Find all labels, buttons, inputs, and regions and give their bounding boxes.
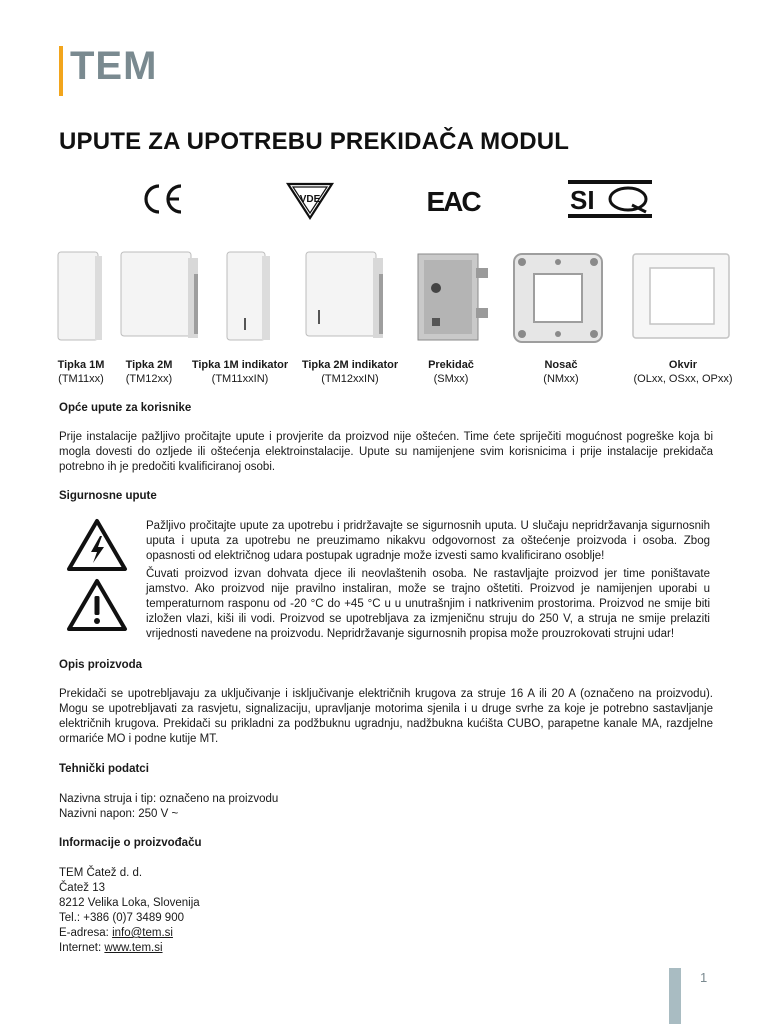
svg-text:EAC: EAC: [426, 186, 480, 217]
product-name: Tipka 1M: [57, 359, 105, 371]
product-code: (SMxx): [433, 373, 469, 385]
okvir-image: [630, 248, 735, 348]
siq-mark-icon: [568, 178, 652, 220]
electric-shock-warning-icon: [66, 518, 128, 572]
product-caption-tipka-2m-indikator: [295, 358, 405, 386]
rated-voltage-line: Nazivni napon: 250 V ~: [59, 808, 179, 820]
section-heading-technical: Tehnički podatci: [59, 763, 149, 775]
prekidac-image: [410, 248, 495, 348]
product-code: (TM11xxIN): [211, 373, 269, 385]
safety-instructions-text-2: Čuvati proizvod izvan dohvata djece ili neovlaštenih osoba. Ne rastavljajte proizvod jer time poništavate jamstvo. Ako proizvod nije pravilno instaliran, može se trajno oštetiti. Proizvod je namijenjen uporabi u temperaturnom rasponu od -20 °C do +45 °C u u unutrašnjim i natkrivenim prostorima. Proizvod ne smije biti izložen vlazi, kiši ili vodi. Proizvod se upotrebljava za izmjeničnu struju do 250 V, a struja ne smije prelaziti vrijednosti navedene na proizvodu. Nepridržavanje sigurnosnih propisa može prouzrokovati strujni udar!: [146, 568, 710, 640]
page-title: UPUTE ZA UPOTREBU PREKIDAČA MODUL: [59, 128, 570, 155]
general-instructions-text: Prije instalacije pažljivo pročitajte upute i provjerite da proizvod nije oštećen. Time ćete spriječiti mogućnost pogreške koja bi mogla dovesti do ozljede ili oštećenja elektroinstalacije. Upute su namijenjene svim korisnicima i prije instalacije prekidača potrebno ih je predočiti kvalificiranoj osobi.: [59, 431, 713, 473]
safety-instructions-text-1: Pažljivo pročitajte upute za upotrebu i pridržavajte se sigurnosnih uputa. U slučaju nepridržavanja sigurnosnih uputa i uputa za upotrebu ne preuzimamo nikakvu odgovornost za oštećenje proizvoda i osoba. Zbog opasnosti od električnog udara postupak ugradnje može izvesti samo kvalificirano osoblje!: [146, 520, 710, 562]
page-footer-bar: [669, 968, 681, 1024]
email-line: [59, 926, 200, 941]
tipka-1m-indikator-image: [224, 248, 274, 348]
street-address: Čatež 13: [59, 882, 106, 894]
tipka-2m-image: [118, 248, 203, 348]
email-label: E-adresa:: [59, 927, 113, 939]
product-caption-tipka-1m-indikator: [185, 358, 295, 386]
svg-text:VDE: VDE: [299, 194, 321, 205]
company-name: TEM Čatež d. d.: [59, 867, 143, 879]
product-code: (TM12xx): [125, 373, 173, 385]
product-images: [0, 248, 768, 350]
website-link[interactable]: www.tem.si: [104, 942, 163, 954]
technical-data: [59, 792, 278, 822]
product-name: Prekidač: [428, 359, 474, 371]
city-address: 8212 Velika Loka, Slovenija: [59, 897, 200, 909]
product-code: (NMxx): [543, 373, 579, 385]
product-name: Nosač: [544, 359, 578, 371]
logo-accent-bar: [59, 46, 63, 96]
product-caption-nosac: [506, 358, 616, 386]
tipka-2m-indikator-image: [303, 248, 388, 348]
product-description-text: Prekidači se upotrebljavaju za uključivanje i isključivanje električnih krugova za struje 16 A ili 20 A (označeno na proizvodu). Mogu se upotrebljavati za rasvjetu, signalizaciju, upravljanje motorima sjenila i u druge svrhe za koje je potrebno sastavljanje električnih krugova. Prekidači su prikladni za podžbuknu ugradnju, nadžbukna kućišta CUBO, parapetne kanale MA, razdjelne ormariće MO i podne kutije MT.: [59, 688, 713, 745]
general-warning-icon: [66, 578, 128, 632]
product-name: Okvir: [668, 359, 698, 371]
section-heading-manufacturer: Informacije o proizvođaču: [59, 837, 202, 849]
rated-current-line: Nazivna struja i tip: označeno na proizvodu: [59, 793, 279, 805]
product-name: Tipka 2M indikator: [301, 359, 399, 371]
product-name: Tipka 2M: [125, 359, 173, 371]
web-line: [59, 941, 200, 956]
section-heading-safety: Sigurnosne upute: [59, 490, 157, 502]
product-name: Tipka 1M indikator: [191, 359, 289, 371]
product-code: (TM11xx): [58, 373, 104, 385]
manufacturer-contact: [59, 866, 200, 956]
company-logo: TEM: [70, 44, 158, 88]
tipka-1m-image: [55, 248, 105, 348]
eac-mark-icon: [426, 178, 480, 220]
product-caption-prekidac: [396, 358, 506, 386]
phone-number: Tel.: +386 (0)7 3489 900: [59, 912, 184, 924]
product-caption-okvir: [628, 358, 738, 386]
section-heading-general: Opće upute za korisnike: [59, 402, 192, 414]
product-code: (OLxx, OSxx, OPxx): [633, 373, 733, 385]
section-heading-description: Opis proizvoda: [59, 659, 143, 671]
email-link[interactable]: info@tem.si: [112, 927, 173, 939]
web-label: Internet:: [59, 942, 105, 954]
product-code: (TM12xxIN): [321, 373, 379, 385]
ce-mark-icon: [140, 178, 184, 220]
svg-text:SI: SI: [570, 185, 595, 215]
nosac-image: [510, 248, 610, 348]
page-number: 1: [700, 970, 708, 985]
vde-mark-icon: [285, 178, 335, 220]
